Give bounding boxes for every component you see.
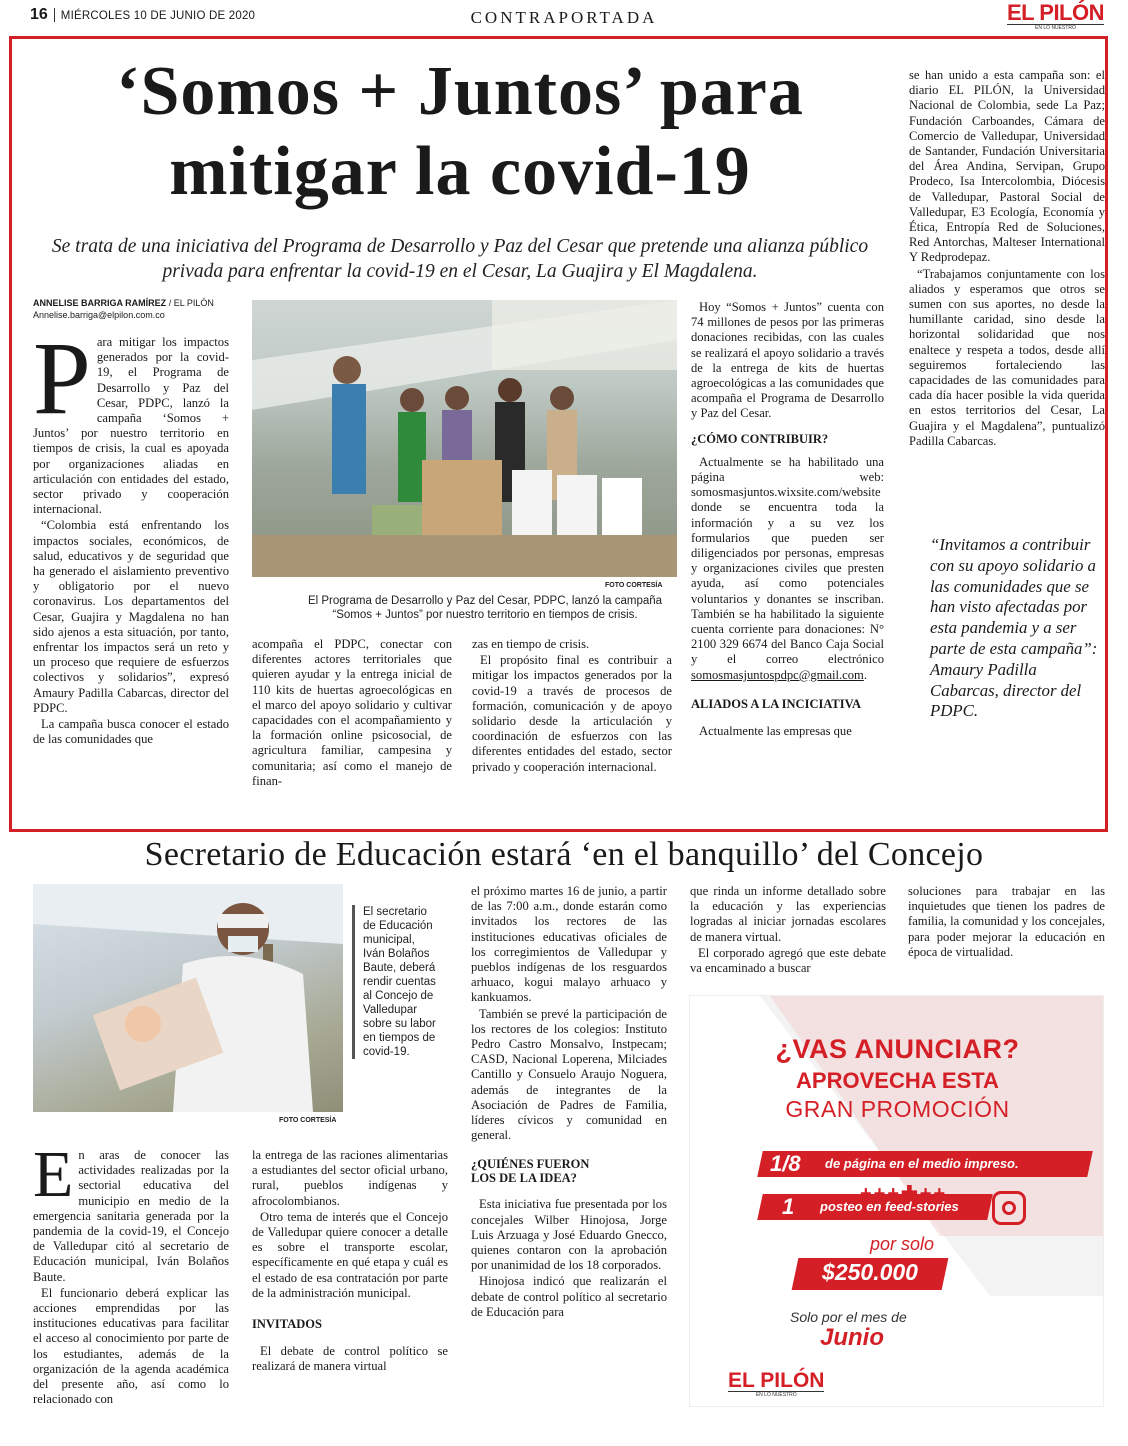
article2-column-1: En aras de conocer las actividades realizadas por la sectorial educativa del municipio en medio de la emergencia sanitaria generada por la pandemia de la covid-19, el Concejo de Valledupar citó al secretario de Educación municipal, Iván Bolaños Baute. El funcionario deberá explicar las acciones emprendidas por las instituciones educativas para facilitar el acceso al conocimiento por parte de los estudiantes, además de la organización de la agenda académica del presente año, así como lo relacionado con (33, 1138, 229, 1407)
ad-month: Junio (820, 1324, 884, 1351)
article2-photo-caption: El secretario de Educación municipal, Iván Bolaños Baute, deberá rendir cuentas al Concejo de Valledupar sobre su labor en tiempos de covid-19. (352, 905, 438, 1059)
ad-item1-text: de página en el medio impreso. (825, 1156, 1019, 1171)
article2-column-2: la entrega de las raciones alimentarias a estudiantes del sector oficial urbano, rural, pueblos indígenas y afrocolombianos. Otro tema de interés que el Concejo de Valledupar quiere conocer a detalle es sobre el transporte escolar, específicamente en qué etapa y cuál es el estado de esa contratación por parte de la administración municipal. INVITADOS El debate de control político se realizará de manera virtual (252, 1148, 448, 1374)
ad-month-label: Solo por el mes de (790, 1309, 907, 1325)
page-number: 16 (30, 6, 48, 23)
subhead-como-contribuir: ¿CÓMO CONTRIBUIR? (691, 431, 829, 446)
ad-item2-number: 1 (782, 1194, 795, 1219)
article1-deck: Se trata de una iniciativa del Programa de Desarrollo y Paz del Cesar que pretende una alianza público privada para enfrentar la covid-19 en el Cesar, La Guajira y El Magdalena. (51, 236, 869, 282)
ad-line-promocion: GRAN PROMOCIÓN (785, 1096, 1010, 1122)
subhead-aliados: ALIADOS A LA INCICIATIVA (691, 696, 862, 711)
article1-column-2: acompaña el PDPC, conectar con diferentes actores territoriales que quieren ayudar y la entrega inicial de 110 kits de huertas agroecológicas en el marco del apoyo solidario y cultivar capacidades con el acompañamiento y la formación online psicosocial, de agricultura familiar, campesina y comunitaria; así como el manejo de finan- (252, 637, 452, 788)
advertisement[interactable] (689, 995, 1104, 1407)
logo-tagline: EN LO NUESTRO (1007, 24, 1104, 31)
byline-email: Annelise.barriga@elpilon.com.co (33, 310, 165, 320)
article1-column-4: Hoy “Somos + Juntos” cuenta con 74 millones de pesos por las primeras donaciones recibidas, con las cuales se realizará el apoyo solidario a través de la entrega de kits de huertas agroecológicas a las comunidades que acompaña el Programa de Desarrollo y Paz del Cesar. ¿CÓMO CONTRIBUIR? Actualmente se ha habilitado una página web: somosmasjuntos.wixsite.com/website donde se encuentra toda la información y a su vez los formularios que pueden ser diligenciados por personas, empresas y organizaciones civiles que presten ayuda, así como potenciales voluntarios y donantes se inscriban. También se ha habilitado la siguiente cuenta corriente para donaciones: N° 2100 329 6674 del Banco Caja Social y el correo electrónico somosmasjuntospdpc@gmail.com. ALIADOS A LA INCICIATIVA Actualmente las empresas que (691, 300, 884, 739)
ad-line-aprovecha: APROVECHA ESTA (796, 1068, 999, 1093)
subhead-quienes-fueron: ¿QUIÉNES FUERON LOS DE LA IDEA? (471, 1157, 590, 1186)
article2-photo (33, 884, 343, 1112)
article1-headline: ‘Somos + Juntos’ para mitigar la covid-19 (116, 53, 804, 210)
article1-column-1: ANNELISE BARRIGA RAMÍREZ / EL PILÓN Annelise.barriga@elpilon.com.co Para mitigar los impactos generados por la covid-19, el Programa de Desarrollo y Paz del Cesar, PDPC, lanzó la campaña ‘Somos + Juntos’ por nuestro territorio en tiempos de crisis, la cual es apoyada por organizaciones aliadas en articulación con entidades del estado, sector privado y cooperación internacional. “Colombia está enfrentando los impactos sociales, económicos, de salud, educativos y de seguridad que ha generado el aislamiento preventivo y obligatorio por el nuevo coronavirus. Los departamentos del Cesar, Guajira y Magdalena no han sido ajenos a esta situación, por tanto, enfrentar los impactos será un reto y un proceso que requiere de esfuerzos colectivos y solidarios”, expresó Amaury Padilla Cabarcas, director del PDPC. La campaña busca conocer el estado de las comunidades que (33, 298, 229, 747)
article1-photo (252, 300, 677, 577)
dropcap: P (33, 321, 91, 436)
logo-text: EL PILÓN (1006, 0, 1104, 25)
article2-photo-credit: FOTO CORTESÍA (279, 1117, 337, 1124)
masthead-logo (1007, 2, 1104, 31)
issue-date: MIÉRCOLES 10 DE JUNIO DE 2020 (60, 10, 256, 22)
ad-price: $250.000 (822, 1259, 918, 1285)
byline: ANNELISE BARRIGA RAMÍREZ / EL PILÓN Annelise.barriga@elpilon.com.co (33, 298, 214, 320)
subhead-invitados: INVITADOS (252, 1317, 322, 1332)
ad-line-vas-anunciar: ¿VAS ANUNCIAR? (775, 1034, 1020, 1064)
ad-price-label: por solo (870, 1234, 935, 1254)
article1-column-5: se han unido a esta campaña son: el diario EL PILÓN, la Universidad Nacional de Colombia, sede La Paz; Fundación Carboandes, Cámara de Comercio de Valledupar, Universidad de Santander, Fundación Universitaria del Área Andina, Servipan, Grupo Prodeco, Isa Intercolombia, Diócesis de Valledupar, Pastoral Social de Valledupar, E3 Ecología, Economía y Ética, Entropía Red de Soluciones, Red Antorchas, Malteser International Y Redprodepaz. “Trabajamos conjuntamente con los aliados y esperamos que otros se sumen con sus aportes, no desde la humillante caridad, sino desde la horizontal solidaridad que nos enaltece y respeta a todos, desde allí seguiremos fortaleciendo las capacidades de las comunidades para cada día hacer posible la vida querida en estos territorios del Cesar, La Guajira y el Magdalena”, puntualizó Padilla Cabarcas. (909, 68, 1105, 448)
ad-item2-text: posteo en feed-stories (820, 1199, 959, 1214)
ad-item1-number: 1/8 (770, 1151, 801, 1176)
article1-photo-credit: FOTO CORTESÍA (605, 582, 663, 589)
article2-column-3: el próximo martes 16 de junio, a partir de las 7:00 a.m., donde estarán como invitados los rectores de las instituciones educativas oficiales de los corregimientos de Valledupar y pueblos indígenas de los resguardos arhuaco, kogui malayo arhuaco y kankuamos. También se prevé la participación de los rectores de los colegios: Instituto Pedro Castro Monsalvo, Instpecam; CASD, Nacional Loperena, Milciades Cantillo y Consuelo Araujo Noguera, además de integrantes de la Asociación de Padres de Familia, líderes cívicos y comunidad en general. ¿QUIÉNES FUERON LOS DE LA IDEA? Esta iniciativa fue presentada por los concejales Wilber Hinojosa, Jorge Luis Arzuaga y José Eduardo Gnecco, quienes contaron con la aprobación por unanimidad de los 18 corporados. Hinojosa indicó que realizarán el debate de control político al secretario de Educación para (471, 884, 667, 1319)
article1-column-3: zas en tiempo de crisis. El propósito final es contribuir a mitigar los impactos generados por la covid-19 a través de procesos de formación, comunicación y de apoyo solidario desde la articulación y coordinación de esfuerzos con las diferentes entidades del estado, sector privado y cooperación internacional. (472, 637, 672, 774)
ad-logo: EL PILÓN EN LO NUESTRO (728, 1369, 825, 1398)
article2-headline: Secretario de Educación estará ‘en el banquillo’ del Concejo (144, 836, 984, 873)
dropcap: E (33, 1138, 74, 1211)
pull-quote: “Invitamos a contribuir con su apoyo solidario a las comunidades que se han visto afectadas por esta pandemia y a ser parte de esta campaña”: Amaury Padilla Cabarcas, director del PDPC. (930, 535, 1098, 721)
donation-email: somosmasjuntospdpc@gmail.com (691, 667, 864, 682)
instagram-icon (992, 1191, 1026, 1225)
article2-column-5: soluciones para trabajar en las inquietudes que tienen los padres de familia, la comunidad y los concejales, para poder mejorar la educación en época de virtualidad. (908, 884, 1105, 959)
section-name: CONTRAPORTADA (470, 8, 658, 27)
article1-photo-caption: El Programa de Desarrollo y Paz del Cesar, PDPC, lanzó la campaña “Somos + Juntos” por nuestro territorio en tiempos de crisis. (307, 595, 663, 621)
article2-column-4: que rinda un informe detallado sobre la educación y las experiencias logradas al iniciar jornadas escolares de manera virtual. El corporado agregó que este debate va encaminado a buscar (690, 884, 886, 976)
